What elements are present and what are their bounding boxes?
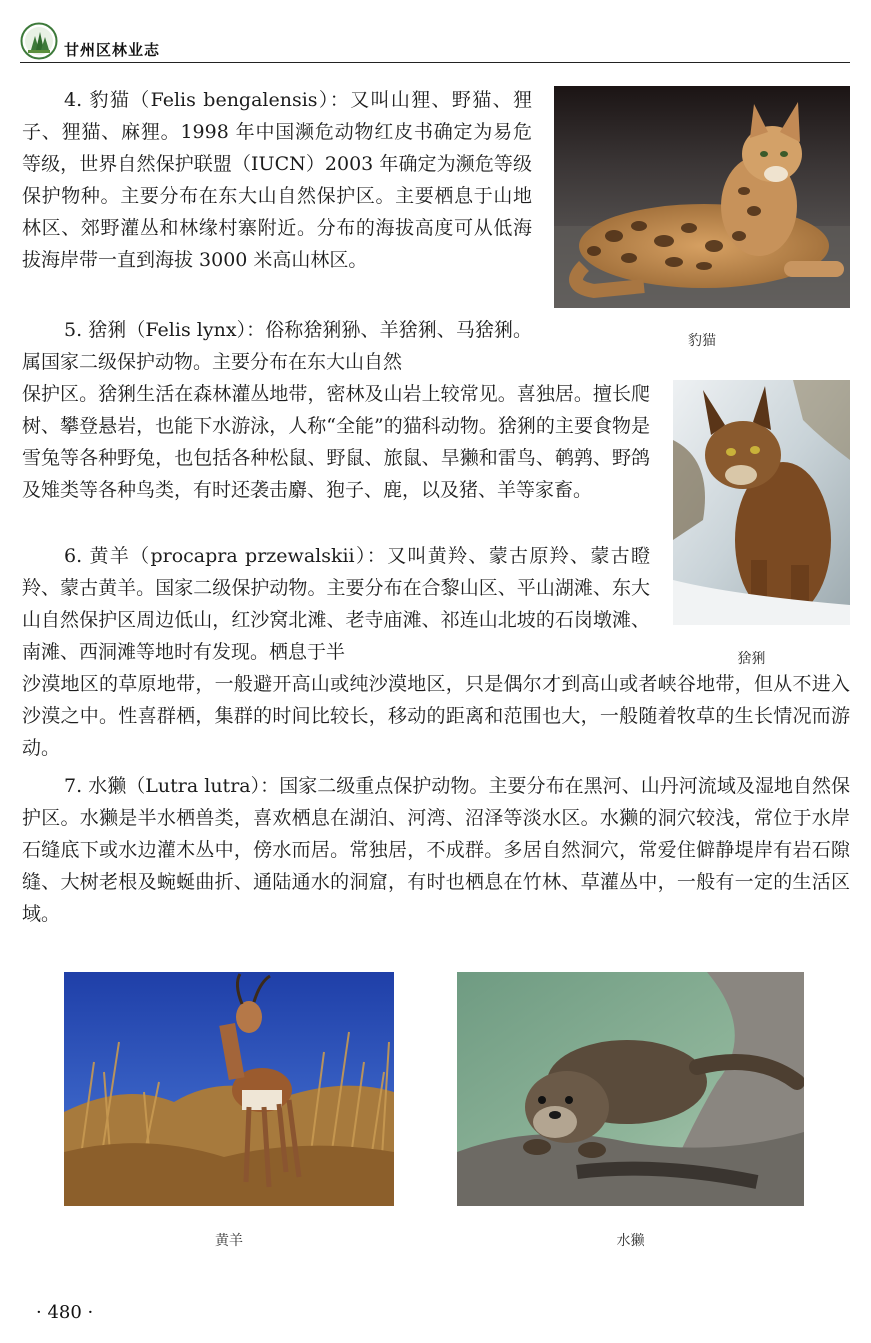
lynx-photo: [673, 380, 850, 625]
paragraph-otter: 7. 水獭（Lutra lutra）：国家二级重点保护动物。主要分布在黑河、山丹河流域及湿地自然保护区。水獭是半水栖兽类，喜欢栖息在湖泊、河湾、沼泽等淡水区。水獭的洞穴较浅，常位于水岸石缝底下或水边灌木丛中，傍水而居。常独居，不成群。多居自然洞穴，常爱住僻静堤岸有岩石隙缝、大树老根及蜿蜒曲折、通陆通水的洞窟，有时也栖息在竹林、草灌丛中，一般有一定的生活区域。: [22, 775, 850, 925]
page-number: · 480 ·: [36, 1302, 94, 1323]
caption-leopard-cat: 豹猫: [688, 333, 716, 349]
caption-lynx: 猞猁: [737, 651, 766, 667]
paragraph-leopard-cat: 4. 豹猫（Felis bengalensis）：又叫山狸、野猫、狸子、狸猫、麻狸。1998 年中国濒危动物红皮书确定为易危等级，世界自然保护联盟（IUCN）2003 年确定为濒危等级保护物种。主要分布在东大山自然保护区。主要栖息于山地林区、郊野灌丛和林缘村寨附近。分布的海拔高度可从低海拔海岸带一直到海拔 3000 米高山林区。: [22, 89, 532, 271]
paragraph-gazelle-part1: 6. 黄羊（procapra przewalskii）：又叫黄羚、蒙古原羚、蒙古瞪羚、蒙古黄羊。国家二级保护动物。主要分布在合黎山区、平山湖滩、东大山自然保护区周边低山，红沙窝北滩、老寺庙滩、祁连山北坡的石岗墩滩、南滩、西洞滩等地时有发现。栖息于半: [22, 545, 650, 663]
paragraph-lynx-part2: 保护区。猞猁生活在森林灌丛地带，密林及山岩上较常见。喜独居。擅长爬树、攀登悬岩，也能下水游泳，人称“全能”的猫科动物。猞猁的主要食物是雪兔等各种野兔，也包括各种松鼠、野鼠、旅鼠、旱獭和雷鸟、鹌鹑、野鸽及雉类等各种鸟类，有时还袭击麝、狍子、鹿，以及猪、羊等家畜。: [22, 383, 650, 501]
book-title: 甘州区林业志: [64, 41, 161, 59]
paragraph-gazelle-part2: 沙漠地区的草原地带，一般避开高山或纯沙漠地区，只是偶尔才到高山或者峡谷地带，但从不进入沙漠之中。性喜群栖，集群的时间比较长，移动的距离和范围也大，一般随着牧草的生长情况而游动。: [22, 673, 850, 759]
header-divider: [20, 62, 850, 63]
caption-gazelle: 黄羊: [215, 1233, 243, 1249]
gazelle-photo: [64, 972, 394, 1206]
leopard-cat-photo: [554, 86, 850, 308]
otter-photo: [457, 972, 804, 1206]
caption-otter: 水獭: [616, 1233, 645, 1249]
paragraph-lynx-part1: 5. 猞猁（Felis lynx）：俗称猞猁狲、羊猞猁、马猞猁。属国家二级保护动物。主要分布在东大山自然: [22, 319, 532, 373]
page-header: [20, 20, 850, 64]
forest-logo-icon: [20, 22, 58, 60]
